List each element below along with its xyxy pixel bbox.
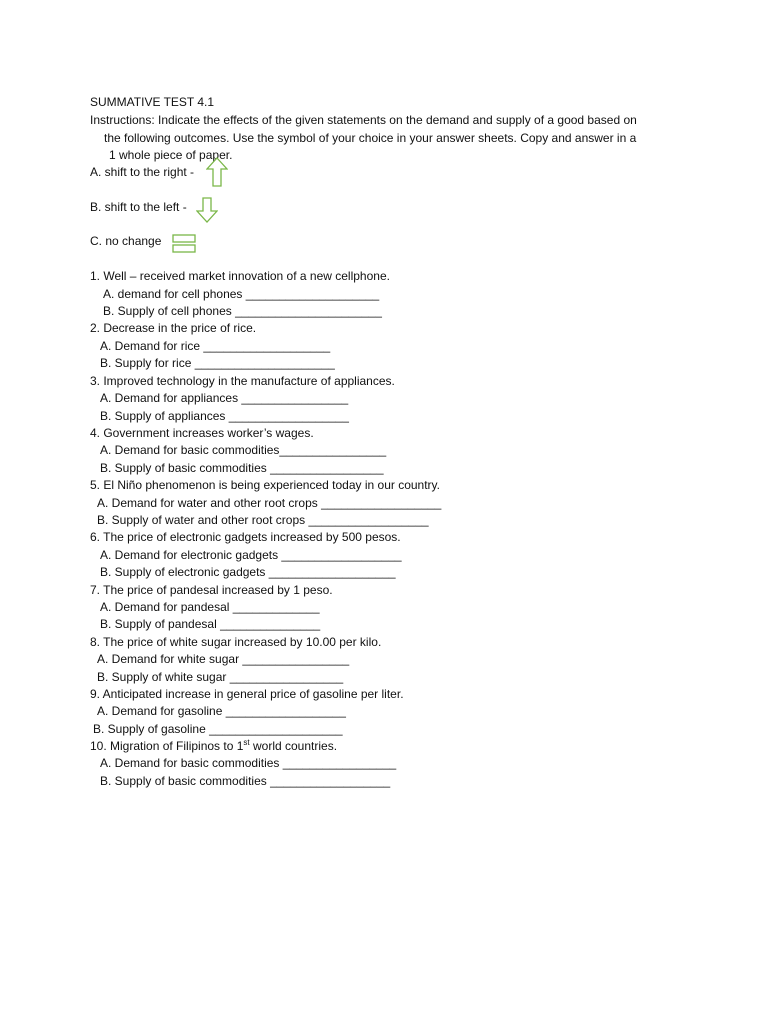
question-1-a: A. demand for cell phones ____________________ bbox=[103, 287, 380, 301]
question-6-b: B. Supply of electronic gadgets ___________________ bbox=[100, 565, 396, 579]
question-8-b: B. Supply of white sugar _________________ bbox=[97, 670, 344, 684]
question-1-b: B. Supply of cell phones ______________________ bbox=[103, 304, 382, 318]
question-7: 7. The price of pandesal increased by 1 peso. bbox=[90, 583, 333, 597]
question-6: 6. The price of electronic gadgets increased by 500 pesos. bbox=[90, 530, 401, 544]
question-10-b: B. Supply of basic commodities __________________ bbox=[100, 774, 391, 788]
question-5: 5. El Niño phenomenon is being experienced today in our country. bbox=[90, 478, 440, 492]
question-5-b: B. Supply of water and other root crops __________________ bbox=[97, 513, 429, 527]
question-3: 3. Improved technology in the manufacture of appliances. bbox=[90, 374, 395, 388]
question-1: 1. Well – received market innovation of a new cellphone. bbox=[90, 269, 390, 283]
question-4-b: B. Supply of basic commodities _________________ bbox=[100, 461, 384, 475]
instructions-line-1: Instructions: Indicate the effects of the given statements on the demand and supply of a good based on bbox=[90, 113, 637, 127]
question-4: 4. Government increases worker’s wages. bbox=[90, 426, 314, 440]
question-10-text-end: world countries. bbox=[249, 739, 338, 753]
test-title: SUMMATIVE TEST 4.1 bbox=[90, 95, 215, 109]
question-2: 2. Decrease in the price of rice. bbox=[90, 321, 257, 335]
key-shift-right: A. shift to the right - bbox=[90, 165, 195, 179]
question-8: 8. The price of white sugar increased by 10.00 per kilo. bbox=[90, 635, 382, 649]
question-8-a: A. Demand for white sugar ________________ bbox=[97, 652, 350, 666]
question-4-a: A. Demand for basic commodities________________ bbox=[100, 443, 387, 457]
question-10-a: A. Demand for basic commodities _________________ bbox=[100, 756, 397, 770]
instructions-line-3: 1 whole piece of paper. bbox=[109, 148, 233, 162]
question-10-text-start: 10. Migration of Filipinos to 1 bbox=[90, 739, 244, 753]
question-6-a: A. Demand for electronic gadgets __________________ bbox=[100, 548, 402, 562]
question-7-a: A. Demand for pandesal _____________ bbox=[100, 600, 320, 614]
key-no-change: C. no change bbox=[90, 234, 162, 248]
question-2-b: B. Supply for rice _____________________ bbox=[100, 356, 335, 370]
question-2-a: A. Demand for rice ___________________ bbox=[100, 339, 331, 353]
question-9-b: B. Supply of gasoline ____________________ bbox=[93, 722, 343, 736]
question-3-a: A. Demand for appliances ________________ bbox=[100, 391, 349, 405]
question-3-b: B. Supply of appliances __________________ bbox=[100, 409, 349, 423]
question-9-a: A. Demand for gasoline __________________ bbox=[97, 704, 346, 718]
instructions-line-2: the following outcomes. Use the symbol of your choice in your answer sheets. Copy and answer in a bbox=[104, 131, 637, 145]
arrow-down-icon bbox=[196, 197, 218, 223]
key-shift-left: B. shift to the left - bbox=[90, 200, 187, 214]
question-10 bbox=[90, 739, 337, 753]
question-10-superscript: st bbox=[243, 738, 250, 747]
question-7-b: B. Supply of pandesal _______________ bbox=[100, 617, 321, 631]
question-9: 9. Anticipated increase in general price of gasoline per liter. bbox=[90, 687, 404, 701]
question-5-a: A. Demand for water and other root crops __________________ bbox=[97, 496, 442, 510]
equals-icon bbox=[171, 233, 197, 255]
arrow-up-icon bbox=[206, 157, 228, 187]
